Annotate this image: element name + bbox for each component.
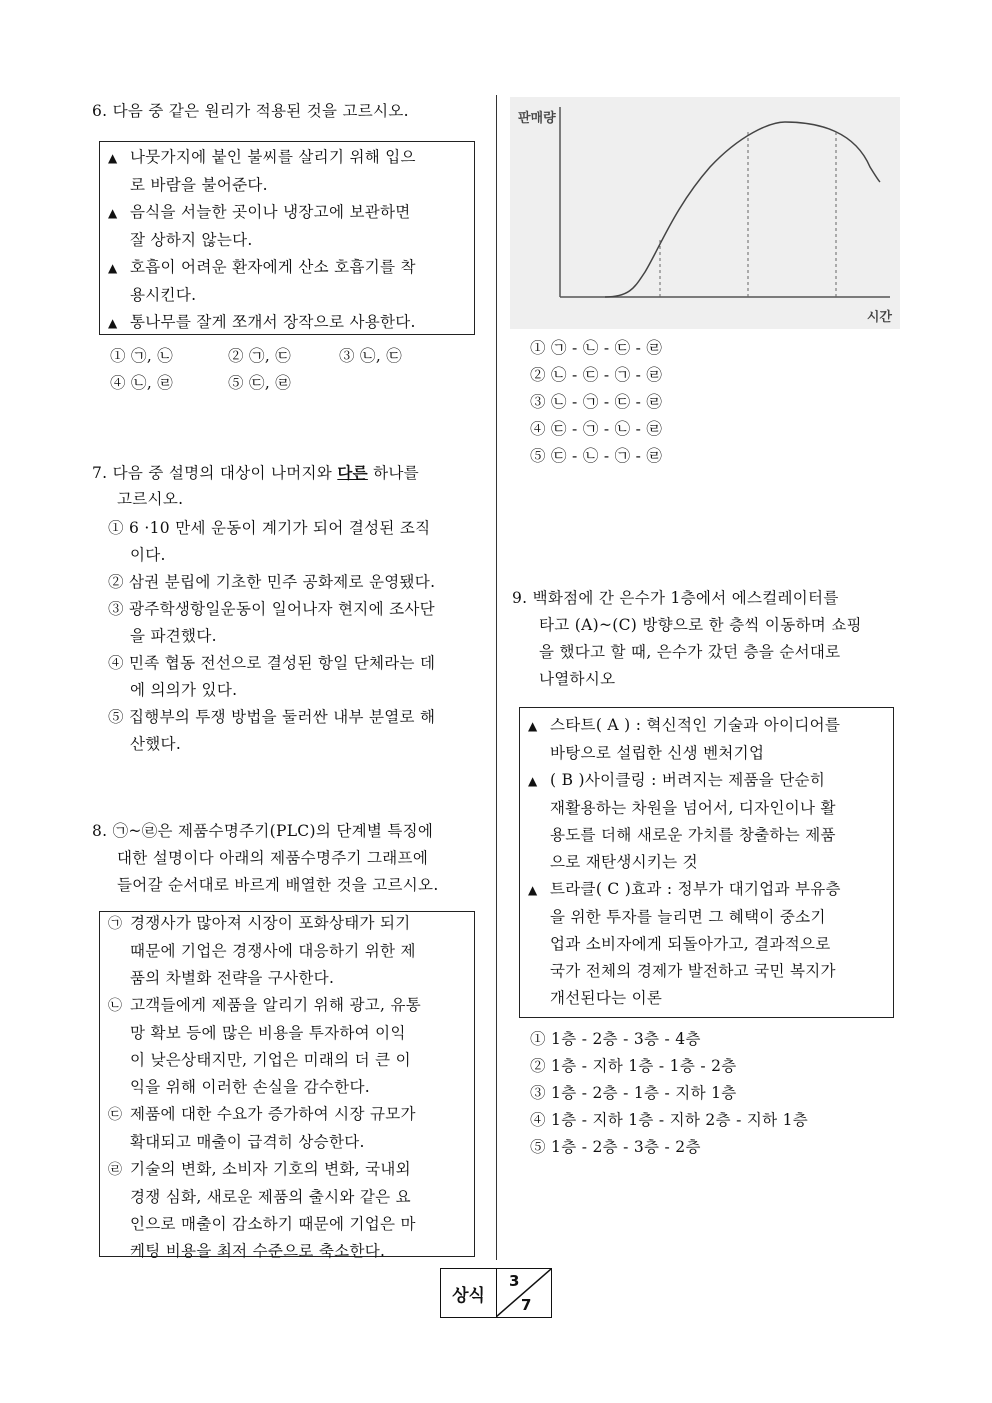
q9-box-line xyxy=(528,931,841,958)
q8-box-line xyxy=(108,1074,421,1101)
q6-box-text: 로 바람을 불어준다. xyxy=(130,176,268,194)
chart-x-label: 시간 xyxy=(866,310,892,325)
q8-box-text: 이 낮은상태지만, 기업은 미래의 더 큰 이 xyxy=(130,1051,411,1069)
q8-box-line xyxy=(108,1047,421,1074)
q9-box-line xyxy=(528,712,841,740)
page-number: 3 xyxy=(509,1272,520,1290)
q9-box-line xyxy=(528,876,841,904)
q6-box-text: 음식을 서늘한 곳이나 냉장고에 보관하면 xyxy=(130,203,411,221)
q6-box-text: 나뭇가지에 붙인 불씨를 살리기 위해 입으 xyxy=(130,148,416,166)
triangle-bullet-icon: ▲ xyxy=(528,719,538,733)
q6-box-text: 용시킨다. xyxy=(130,286,197,304)
subject-label: 상식 xyxy=(441,1269,497,1317)
q6-option-2[interactable]: ② ㉠, ㉢ xyxy=(228,347,292,365)
chart-svg xyxy=(510,97,900,329)
triangle-bullet-icon: ▲ xyxy=(108,316,118,330)
q8-box xyxy=(99,911,475,1260)
q9-title xyxy=(512,585,862,693)
q6-options-row2 xyxy=(110,370,291,397)
q7-title-emphasis: 다른 xyxy=(337,463,368,482)
q6-options-row1 xyxy=(110,343,402,370)
q8-box-line xyxy=(108,938,421,965)
q8-box-line xyxy=(108,1101,421,1129)
q9-box-line xyxy=(528,958,841,985)
q6-box-line xyxy=(108,199,416,227)
q9-option-4[interactable]: ④ 1층 - 지하 1층 - 지하 2층 - 지하 1층 xyxy=(530,1111,809,1129)
q9-option-5[interactable]: ⑤ 1층 - 2층 - 3층 - 2층 xyxy=(530,1138,701,1156)
q8-options xyxy=(530,335,662,470)
q9-box-text: 스타트( A ) : 혁신적인 기술과 아이디어를 xyxy=(550,716,841,734)
q7-title-post: 하나를 xyxy=(367,464,419,482)
q8-box-text: 익을 위해 이러한 손실을 감수한다. xyxy=(130,1078,370,1096)
q6-option-4[interactable]: ④ ㉡, ㉣ xyxy=(110,374,174,392)
item-marker: ㉡ xyxy=(108,998,123,1014)
q9-title-line: 을 했다고 할 때, 은수가 갔던 층을 순서대로 xyxy=(539,643,841,661)
q6-option-5[interactable]: ⑤ ㉢, ㉣ xyxy=(228,374,292,392)
q8-box-line xyxy=(108,1211,421,1238)
q8-box-line xyxy=(108,1020,421,1047)
q8-option-1[interactable]: ① ㉠ - ㉡ - ㉢ - ㉣ xyxy=(530,339,663,357)
q7-option-5[interactable]: ⑤ 집행부의 투쟁 방법을 둘러싼 내부 분열로 해 xyxy=(108,708,436,726)
q9-options xyxy=(530,1026,808,1161)
q7-option-continued: 산했다. xyxy=(130,735,182,753)
q9-title-line: 나열하시오 xyxy=(539,670,616,688)
q6-box-text: 호흡이 어려운 환자에게 산소 호흡기를 착 xyxy=(130,258,416,276)
q9-box-line xyxy=(528,822,841,849)
page-footer xyxy=(440,1268,552,1318)
q9-box-line xyxy=(528,985,841,1012)
q9-box-text: 용도를 더해 새로운 가치를 창출하는 제품 xyxy=(550,826,836,844)
q6-box-text: 잘 상하지 않는다. xyxy=(130,231,253,249)
q9-box-text: 으로 재탄생시키는 것 xyxy=(550,853,698,871)
q6-box-line xyxy=(108,282,416,309)
q8-box-line xyxy=(108,1184,421,1211)
q9-box-text: ( B )사이클링 : 버려지는 제품을 단순히 xyxy=(550,771,826,789)
q7-option-2[interactable]: ② 삼권 분립에 기초한 민주 공화제로 운영됐다. xyxy=(108,573,436,591)
q9-box-text: 을 위한 투자를 늘리면 그 혜택이 중소기 xyxy=(550,908,826,926)
q6-option-3[interactable]: ③ ㉡, ㉢ xyxy=(339,347,403,365)
plc-chart xyxy=(510,97,900,329)
q9-option-2[interactable]: ② 1층 - 지하 1층 - 1층 - 2층 xyxy=(530,1057,737,1075)
q6-box xyxy=(99,141,475,335)
q7-title-pre: 7. 다음 중 설명의 대상이 나머지와 xyxy=(92,464,338,482)
q9-box-text: 개선된다는 이론 xyxy=(550,989,663,1007)
q9-option-3[interactable]: ③ 1층 - 2층 - 1층 - 지하 1층 xyxy=(530,1084,737,1102)
triangle-bullet-icon: ▲ xyxy=(108,206,118,220)
q7-option-3[interactable]: ③ 광주학생항일운동이 일어나자 현지에 조사단 xyxy=(108,600,435,618)
q8-title-line: 대한 설명이다 아래의 제품수명주기 그래프에 xyxy=(117,849,429,867)
q9-box-line xyxy=(528,795,841,822)
q8-option-2[interactable]: ② ㉡ - ㉢ - ㉠ - ㉣ xyxy=(530,366,663,384)
q8-option-5[interactable]: ⑤ ㉢ - ㉡ - ㉠ - ㉣ xyxy=(530,447,663,465)
q9-box xyxy=(519,707,894,1018)
q7-option-4[interactable]: ④ 민족 협동 전선으로 결성된 항일 단체라는 데 xyxy=(108,654,436,672)
q6-box-line xyxy=(108,144,416,172)
q7-option-continued: 에 의의가 있다. xyxy=(130,681,238,699)
q9-box-text: 바탕으로 설립한 신생 벤처기업 xyxy=(550,744,765,762)
item-marker: ㉢ xyxy=(108,1107,123,1123)
q8-option-3[interactable]: ③ ㉡ - ㉠ - ㉢ - ㉣ xyxy=(530,393,663,411)
triangle-bullet-icon: ▲ xyxy=(528,883,538,897)
q9-box-text: 트라클( C )효과 : 정부가 대기업과 부유층 xyxy=(550,880,841,898)
item-marker: ㉣ xyxy=(108,1162,123,1178)
q9-box-lines xyxy=(528,712,841,1012)
q7-option-continued: 이다. xyxy=(130,546,166,564)
triangle-bullet-icon: ▲ xyxy=(108,151,118,165)
q9-box-line xyxy=(528,740,841,767)
q6-box-line xyxy=(108,172,416,199)
q8-box-line xyxy=(108,1156,421,1184)
page-total: 7 xyxy=(521,1296,532,1314)
q8-box-text: 케팅 비용을 최저 수준으로 축소한다. xyxy=(130,1242,386,1260)
q8-box-text: 제품에 대한 수요가 증가하여 시장 규모가 xyxy=(130,1105,416,1123)
q6-box-text: 통나무를 잘게 쪼개서 장작으로 사용한다. xyxy=(130,313,416,331)
q6-box-lines xyxy=(108,144,416,337)
q8-box-text: 인으로 매출이 감소하기 때문에 기업은 마 xyxy=(130,1215,416,1233)
plc-curve xyxy=(605,122,880,297)
q8-box-line xyxy=(108,910,421,938)
triangle-bullet-icon: ▲ xyxy=(108,261,118,275)
item-marker: ㉠ xyxy=(108,916,123,932)
q9-box-text: 국가 전체의 경제가 발전하고 국민 복지가 xyxy=(550,962,836,980)
q8-box-text: 경쟁사가 많아져 시장이 포화상태가 되기 xyxy=(130,914,411,932)
q8-box-text: 확대되고 매출이 급격히 상승한다. xyxy=(130,1133,365,1151)
q8-title-line: 8. ㉠~㉣은 제품수명주기(PLC)의 단계별 특징에 xyxy=(92,822,434,840)
q6-box-line xyxy=(108,254,416,282)
q6-box-line xyxy=(108,227,416,254)
q6-option-1[interactable]: ① ㉠, ㉡ xyxy=(110,347,174,365)
q8-option-4[interactable]: ④ ㉢ - ㉠ - ㉡ - ㉣ xyxy=(530,420,663,438)
q7-options xyxy=(108,515,435,758)
q8-box-line xyxy=(108,992,421,1020)
q9-box-text: 업과 소비자에게 되돌아가고, 결과적으로 xyxy=(550,935,831,953)
column-divider xyxy=(496,95,497,1260)
q8-box-text: 경쟁 심화, 새로운 제품의 출시와 같은 요 xyxy=(130,1188,411,1206)
q9-option-1[interactable]: ① 1층 - 2층 - 3층 - 4층 xyxy=(530,1030,701,1048)
q8-box-text: 고객들에게 제품을 알리기 위해 광고, 유통 xyxy=(130,996,422,1014)
q7-option-continued: 을 파견했다. xyxy=(130,627,217,645)
q9-box-line xyxy=(528,849,841,876)
q7-option-1[interactable]: ① 6 ·10 만세 운동이 계기가 되어 결성된 조직 xyxy=(108,519,431,537)
q7-title xyxy=(92,459,419,487)
q9-title-line: 타고 (A)~(C) 방향으로 한 층씩 이동하며 쇼핑 xyxy=(539,616,862,634)
chart-y-label: 판매량 xyxy=(518,111,556,126)
q8-box-line xyxy=(108,965,421,992)
q8-box-text: 기술의 변화, 소비자 기호의 변화, 국내외 xyxy=(130,1160,411,1178)
q8-box-line xyxy=(108,1238,421,1265)
q9-box-line xyxy=(528,904,841,931)
q8-box-lines xyxy=(108,910,421,1265)
q8-box-text: 때문에 기업은 경쟁사에 대응하기 위한 제 xyxy=(130,942,416,960)
q8-box-line xyxy=(108,1129,421,1156)
q6-box-line xyxy=(108,309,416,337)
q9-box-line xyxy=(528,767,841,795)
triangle-bullet-icon: ▲ xyxy=(528,774,538,788)
q9-box-text: 재활용하는 차원을 넘어서, 디자인이나 활 xyxy=(550,799,836,817)
q6-title: 6. 다음 중 같은 원리가 적용된 것을 고르시오. xyxy=(92,102,409,120)
q8-title xyxy=(92,818,439,899)
q8-box-text: 망 확보 등에 많은 비용을 투자하여 이익 xyxy=(130,1024,406,1042)
q9-title-line: 9. 백화점에 간 은수가 1층에서 에스컬레이터를 xyxy=(512,589,839,607)
q8-title-line: 들어갈 순서대로 바르게 배열한 것을 고르시오. xyxy=(117,876,439,894)
q7-title-line2: 고르시오. xyxy=(117,490,184,508)
q8-box-text: 품의 차별화 전략을 구사한다. xyxy=(130,969,335,987)
